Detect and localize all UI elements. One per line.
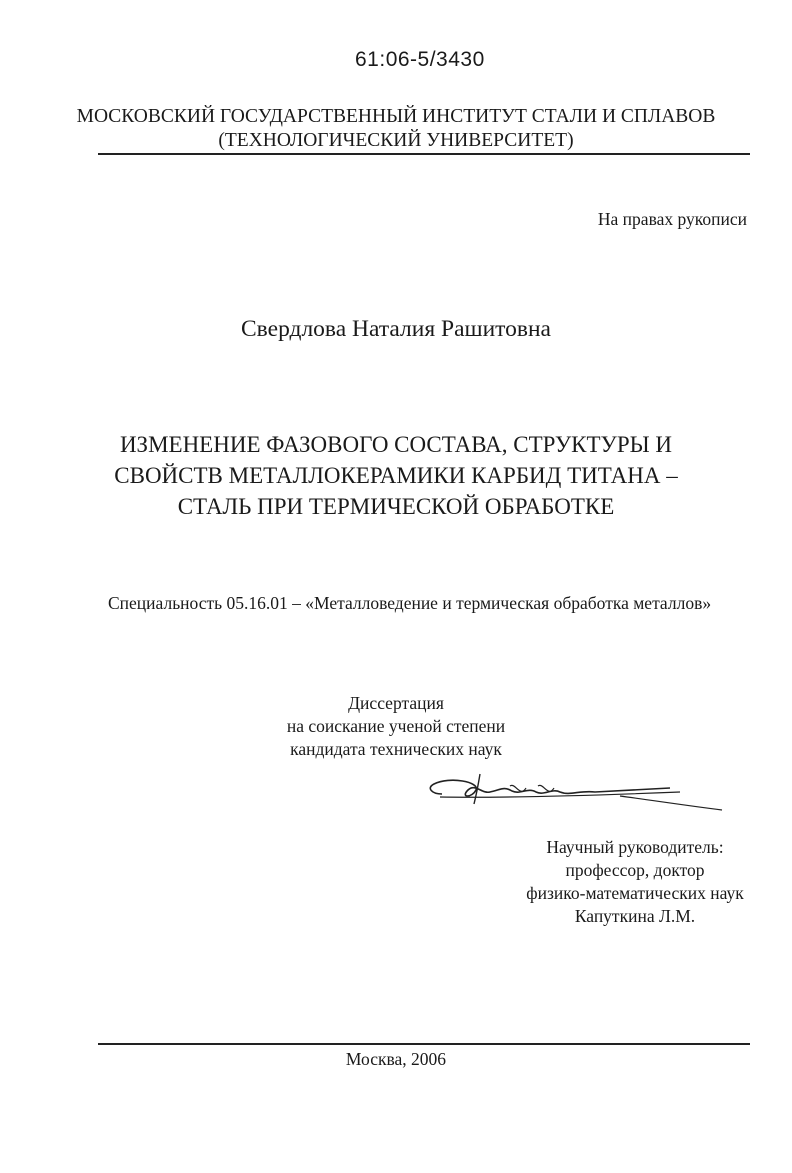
rights-notice: На правах рукописи [597,209,747,229]
supervisor-name: Капуткина Л.М. [574,906,696,926]
dissertation-degree-line: на соискание ученой степени [286,716,506,736]
signature-icon [420,768,730,816]
footer-divider [98,1043,750,1045]
thesis-title-line: СВОЙСТВ МЕТАЛЛОКЕРАМИКИ КАРБИД ТИТАНА – [114,463,678,488]
supervisor-degree: физико-математических наук [526,883,744,903]
institution-subtitle: (ТЕХНОЛОГИЧЕСКИЙ УНИВЕРСИТЕТ) [218,130,574,151]
supervisor-label: Научный руководитель: [546,837,724,857]
thesis-title-line: ИЗМЕНЕНИЕ ФАЗОВОГО СОСТАВА, СТРУКТУРЫ И [119,432,673,457]
specialty-line: Специальность 05.16.01 – «Металловедение и термическая обработка металлов» [108,593,712,613]
dissertation-type: Диссертация [348,693,444,713]
header-divider [98,153,750,155]
institution-name: МОСКОВСКИЙ ГОСУДАРСТВЕННЫЙ ИНСТИТУТ СТАЛИ И СПЛАВОВ [76,106,716,127]
dissertation-degree-line: кандидата технических наук [290,739,502,759]
catalog-code: 61:06-5/3430 [355,48,485,71]
supervisor-title: профессор, доктор [565,860,705,880]
author-name: Свердлова Наталия Рашитовна [241,316,551,342]
thesis-title-line: СТАЛЬ ПРИ ТЕРМИЧЕСКОЙ ОБРАБОТКЕ [177,494,615,519]
city-year: Москва, 2006 [345,1049,447,1069]
